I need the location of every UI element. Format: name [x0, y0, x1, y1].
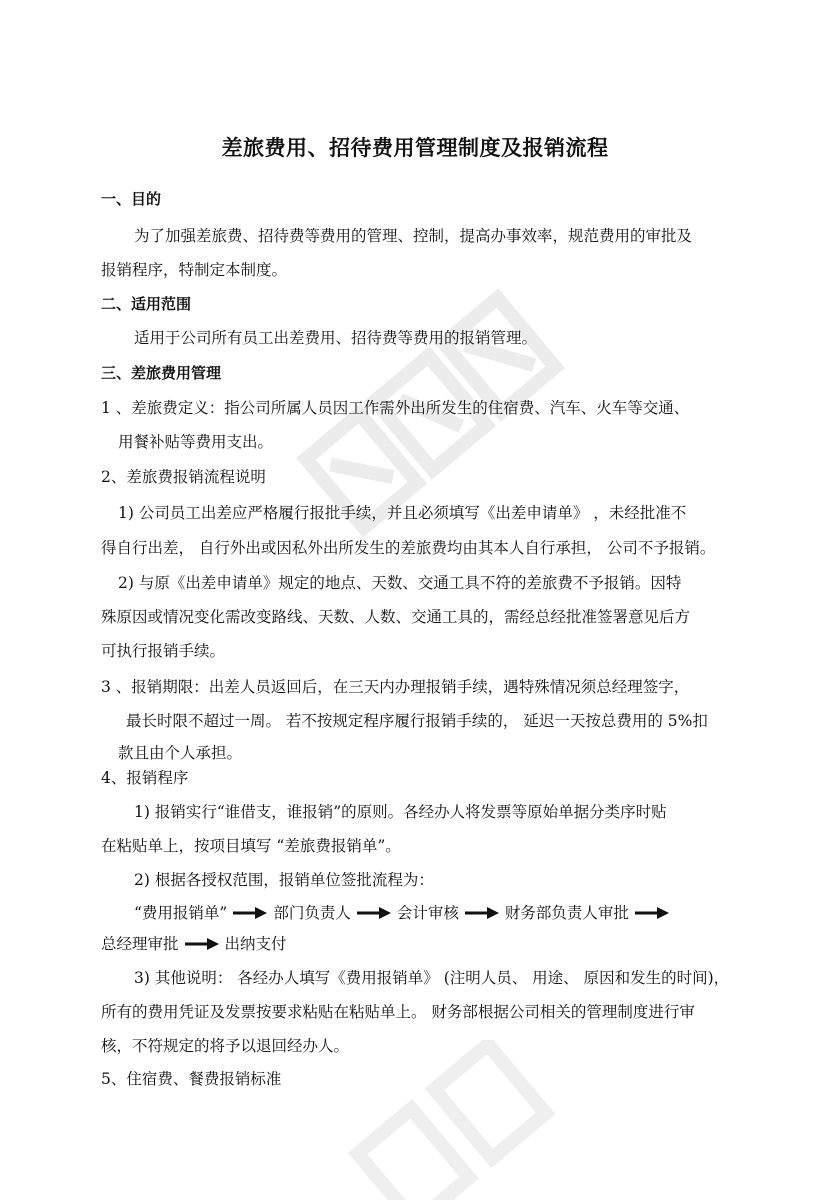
paragraph-line: 可执行报销手续。	[101, 642, 226, 660]
arrow-right-icon	[465, 906, 499, 920]
paragraph-line: 款且由个人承担。	[118, 744, 243, 762]
arrow-right-icon	[357, 906, 391, 920]
section-heading-purpose: 一、目的	[101, 190, 162, 208]
flow-step: 会计审核	[396, 904, 459, 922]
paragraph-line: 殊原因或情况变化需改变路线、天数、人数、交通工具的，需经总经批准签署意见后方	[101, 608, 691, 626]
flow-step: 总经理审批	[101, 935, 179, 953]
paragraph-line: 在粘贴单上，按项目填写 “差旅费报销单”。	[101, 837, 401, 855]
paragraph-line: 核，不符规定的将予以退回经办人。	[101, 1037, 350, 1055]
flow-step: 财务部负责人审批	[504, 904, 629, 922]
approval-flow-row-2	[101, 934, 287, 954]
watermark-icon	[270, 260, 590, 580]
flow-step: 出纳支付	[224, 935, 287, 953]
paragraph-line: 1) 公司员工出差应严格履行报批手续，并且必须填写《出差申请单》 ，未经批准不	[118, 504, 687, 522]
document-title: 差旅费用、招待费用管理制度及报销流程	[221, 136, 609, 160]
paragraph-line: 1) 报销实行“谁借支，谁报销”的原则。各经办人将发票等原始单据分类序时贴	[134, 803, 667, 821]
paragraph-line: 2) 与原《出差申请单》规定的地点、天数、交通工具不符的差旅费不予报销。因特	[118, 574, 682, 592]
paragraph-line: 用餐补贴等费用支出。	[118, 433, 274, 451]
arrow-right-icon	[185, 937, 219, 951]
item-title: 5、住宿费、餐费报销标准	[101, 1070, 282, 1088]
paragraph-line: 所有的费用凭证及发票按要求粘贴在粘贴单上。 财务部根据公司相关的管理制度进行审	[101, 1003, 695, 1021]
paragraph-line: 报销程序，特制定本制度。	[101, 261, 288, 279]
paragraph-line: 3) 其他说明： 各经办人填写《费用报销单》 (注明人员、 用途、 原因和发生的时间)，	[134, 969, 730, 987]
paragraph-line: 3 、报销期限：出差人员返回后，在三天内办理报销手续，遇特殊情况须总经理签字，	[101, 678, 690, 696]
arrow-right-icon	[233, 906, 267, 920]
paragraph-line: 1 、差旅费定义：指公司所属人员因工作需外出所发生的住宿费、汽车、火车等交通、	[101, 399, 690, 417]
approval-flow-row-1	[134, 903, 675, 923]
paragraph-line: 为了加强差旅费、招待费等费用的管理、控制，提高办事效率，规范费用的审批及	[134, 227, 693, 245]
paragraph-line: 最长时限不超过一周。 若不按规定程序履行报销手续的， 延迟一天按总费用的 5%扣	[126, 712, 708, 730]
item-title: 4、报销程序	[101, 769, 189, 787]
watermark-icon	[300, 1040, 620, 1200]
arrow-right-icon	[635, 906, 669, 920]
paragraph-line: 2) 根据各授权范围，报销单位签批流程为：	[134, 871, 434, 889]
item-title: 2、差旅费报销流程说明	[101, 468, 266, 486]
section-heading-travel: 三、差旅费用管理	[101, 364, 222, 382]
flow-step: “费用报销单”	[134, 904, 228, 922]
paragraph-line: 适用于公司所有员工出差费用、招待费等费用的报销管理。	[134, 329, 538, 347]
paragraph-line: 得自行出差， 自行外出或因私外出所发生的差旅费均由其本人自行承担， 公司不予报销。	[101, 539, 716, 557]
section-heading-scope: 二、适用范围	[101, 295, 192, 313]
flow-step: 部门负责人	[273, 904, 351, 922]
